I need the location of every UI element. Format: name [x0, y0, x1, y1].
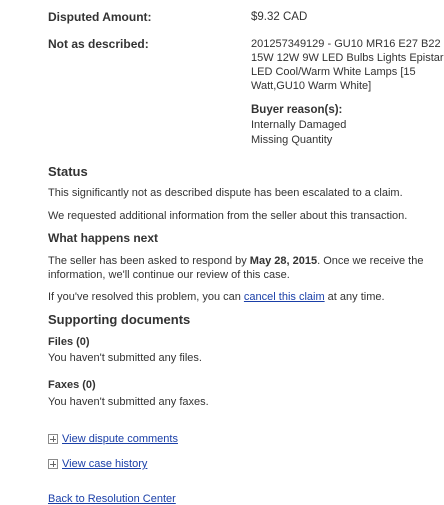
seller-respond-text-end: . Once we receive the information, we'll continue our review of this case.	[48, 255, 424, 281]
resolved-text-end: at any time.	[324, 291, 385, 303]
cancel-claim-link[interactable]: cancel this claim	[243, 291, 325, 303]
what-happens-heading: What happens next	[48, 231, 159, 245]
resolved-paragraph	[48, 290, 385, 304]
view-case-history-row[interactable]	[48, 458, 147, 470]
files-label: Files (0)	[48, 336, 90, 348]
not-as-described-label: Not as described:	[48, 37, 149, 51]
buyer-reasons-label: Buyer reason(s):	[251, 104, 343, 116]
buyer-reason-item: Internally Damaged	[251, 119, 347, 131]
view-dispute-comments-row[interactable]	[48, 433, 178, 445]
item-description: 201257349129 - GU10 MR16 E27 B22 15W 12W 9W LED Bulbs Lights Epistar LED Cool/Warm White Lamps [15 Watt,GU10 Warm White]	[251, 38, 444, 92]
status-line-requested: We requested additional information from the seller about this transaction.	[48, 210, 408, 222]
disputed-amount-label: Disputed Amount:	[48, 10, 152, 24]
seller-respond-paragraph	[48, 254, 433, 282]
respond-by-date: May 28, 2015	[249, 255, 318, 267]
view-case-history-link[interactable]: View case history	[62, 458, 148, 470]
supporting-documents-heading: Supporting documents	[48, 312, 191, 327]
faxes-label: Faxes (0)	[48, 379, 96, 391]
back-to-resolution-center-link[interactable]: Back to Resolution Center	[48, 493, 176, 505]
status-line-escalated: This significantly not as described dispute has been escalated to a claim.	[48, 187, 403, 199]
files-text: You haven't submitted any files.	[48, 352, 202, 364]
buyer-reason-item: Missing Quantity	[251, 134, 333, 146]
view-dispute-comments-link[interactable]: View dispute comments	[62, 433, 178, 445]
seller-respond-text: The seller has been asked to respond by	[48, 255, 250, 267]
disputed-amount-value: $9.32 CAD	[251, 11, 308, 23]
faxes-text: You haven't submitted any faxes.	[48, 396, 209, 408]
back-to-resolution-center-row[interactable]	[48, 493, 176, 505]
status-heading: Status	[48, 164, 88, 179]
resolved-text: If you've resolved this problem, you can	[48, 291, 244, 303]
expand-plus-icon[interactable]	[48, 459, 58, 469]
expand-plus-icon[interactable]	[48, 434, 58, 444]
